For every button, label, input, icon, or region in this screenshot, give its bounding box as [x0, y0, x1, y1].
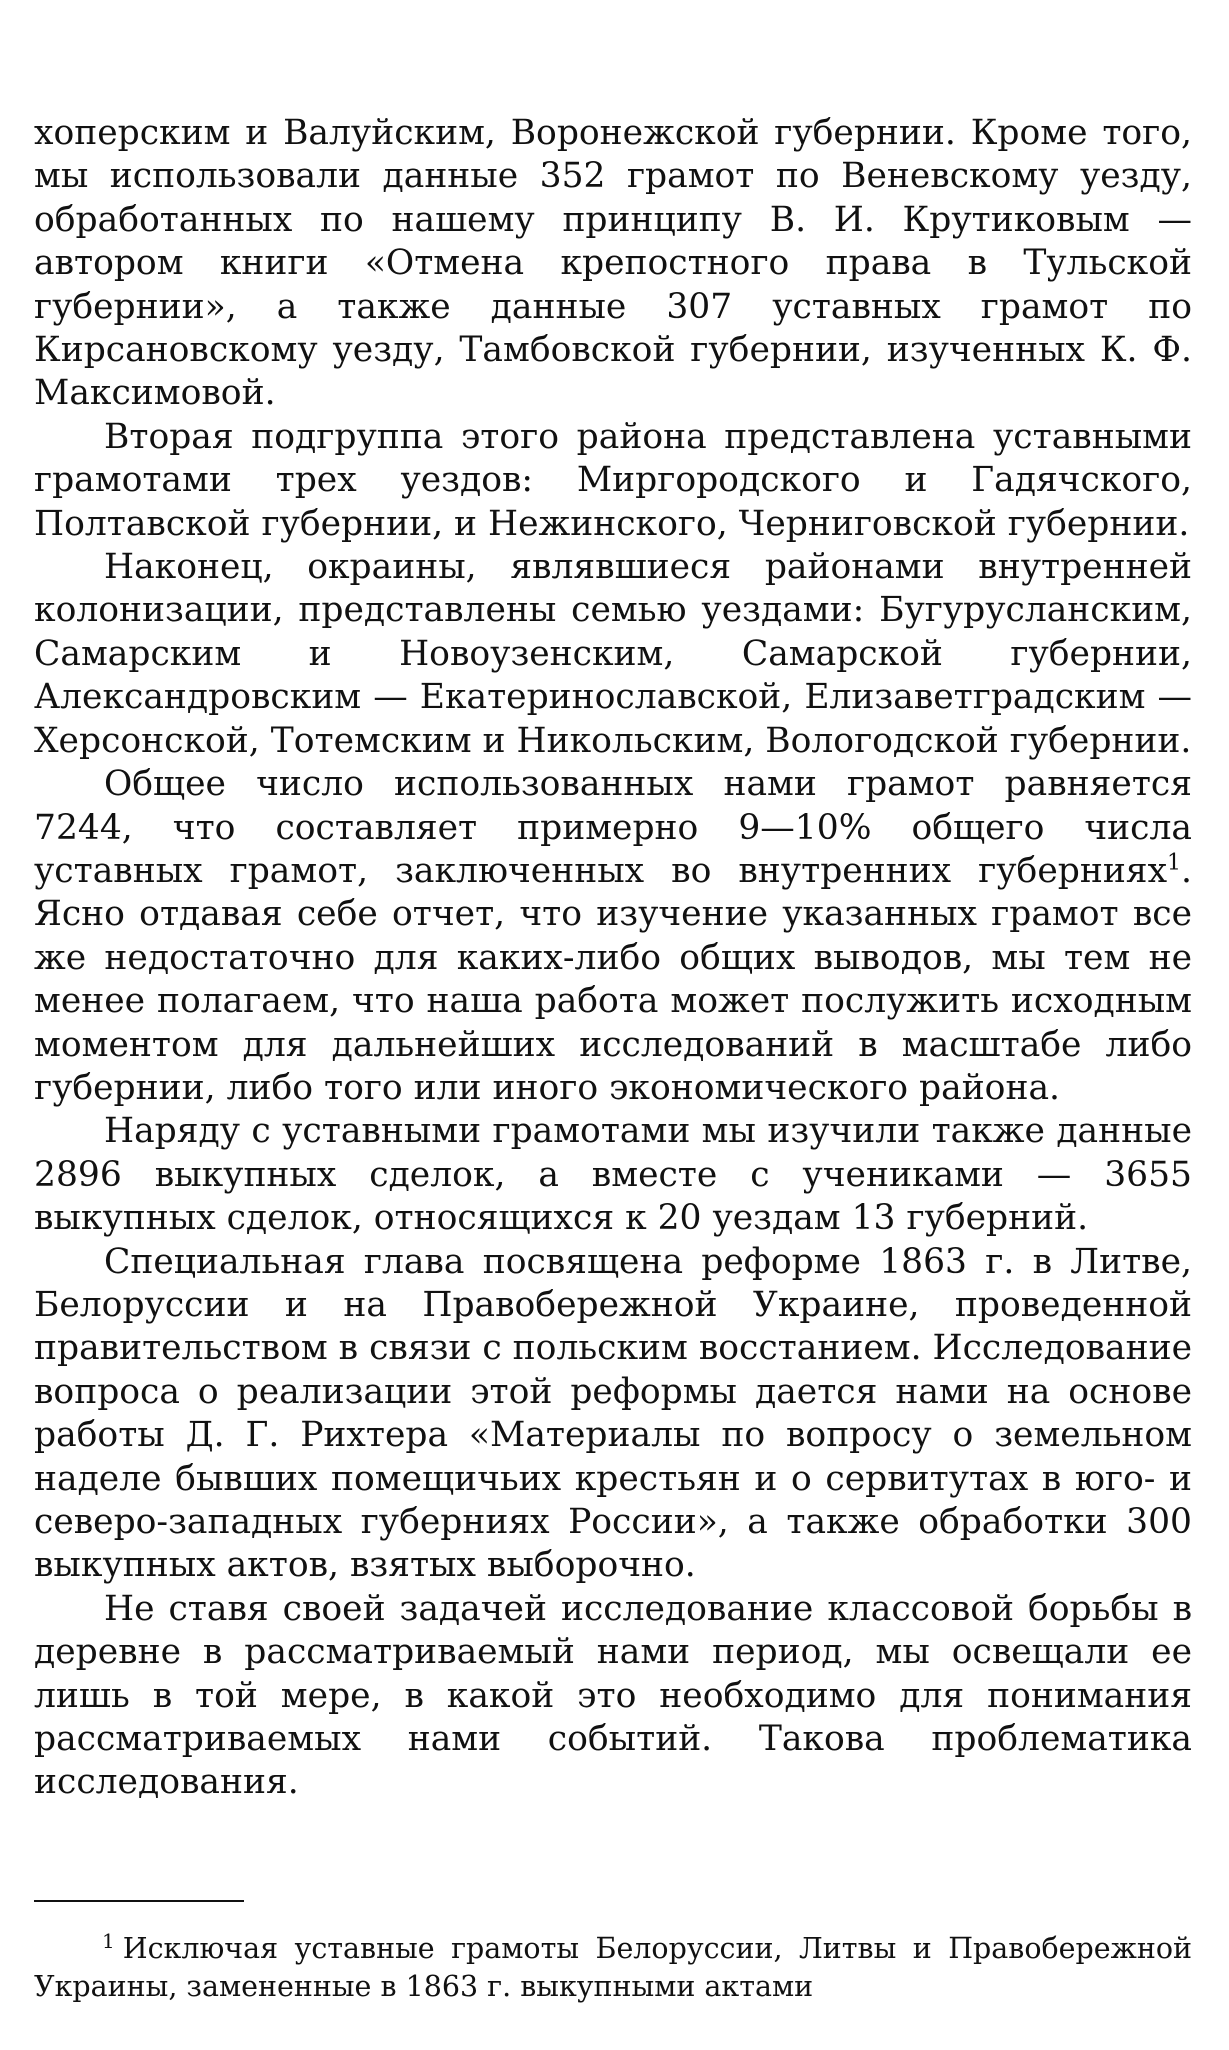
paragraph-4-text-before: Общее число использованных нами грамот равняется 7244, что составляет примерно 9—10% общего числа уставных грамот, заключенных во внутренних губерниях [34, 764, 1192, 891]
page-body [34, 112, 1192, 1805]
paragraph-7: Не ставя своей задачей исследование классовой борьбы в деревне в рассматриваемый нами период, мы освещали ее лишь в той мере, в какой это необходимо для понимания рассматриваемых нами событий. Такова проблематика исследования. [34, 1588, 1192, 1803]
footnote-text: Исключая уставные грамоты Белоруссии, Литвы и Правобережной Украины, замененные в 1863 г. выкупными актами [34, 1932, 1192, 2003]
paragraph-1: хоперским и Валуйским, Воронежской губернии. Кроме того, мы использовали данные 352 грамот по Веневскому уезду, обработанных по нашему принципу В. И. Крутиковым — автором книги «Отмена крепостного права в Тульской губернии», а также данные 307 уставных грамот по Кирсановскому уезду, Тамбовской губернии, изученных К. Ф. Максимовой. [34, 113, 1192, 414]
footnote-reference: 1 [1167, 850, 1182, 876]
footnote-divider [34, 1900, 244, 1902]
paragraph-3: Наконец, окраины, являвшиеся районами внутренней колонизации, представлены семью уездами: Бугурусланским, Самарским и Новоузенским, Самарской губернии, Александровским — Екатеринославской, Елизаветградским — Херсонской, Тотемским и Никольским, Вологодской губернии. [34, 547, 1192, 761]
footnote [34, 1930, 1192, 2006]
paragraph-4 [34, 763, 1192, 1110]
footnote-mark: 1 [102, 1928, 115, 1953]
paragraph-6: Специальная глава посвящена реформе 1863 г. в Литве, Белоруссии и на Правобережной Украине, проведенной правительством в связи с польским восстанием. Исследование вопроса о реализации этой реформы дается нами на основе работы Д. Г. Рихтера «Материалы по вопросу о земельном наделе бывших помещичьих крестьян и о сервитутах в юго- и северо-западных губерниях России», а также обработки 300 выкупных актов, взятых выборочно. [34, 1241, 1192, 1586]
paragraph-4-text-after: . Ясно отдавая себе отчет, что изучение указанных грамот все же недостаточно для каких-либо общих выводов, мы тем не менее полагаем, что наша работа может послужить исходным моментом для дальнейших исследований в масштабе либо губернии, либо того или иного экономического района. [34, 850, 1192, 1108]
paragraph-5: Наряду с уставными грамотами мы изучили также данные 2896 выкупных сделок, а вместе с учениками — 3655 выкупных сделок, относящихся к 20 уездам 13 губерний. [34, 1111, 1192, 1239]
paragraph-2: Вторая подгруппа этого района представлена уставными грамотами трех уездов: Миргородского и Гадячского, Полтавской губернии, и Нежинского, Черниговской губернии. [34, 416, 1192, 544]
